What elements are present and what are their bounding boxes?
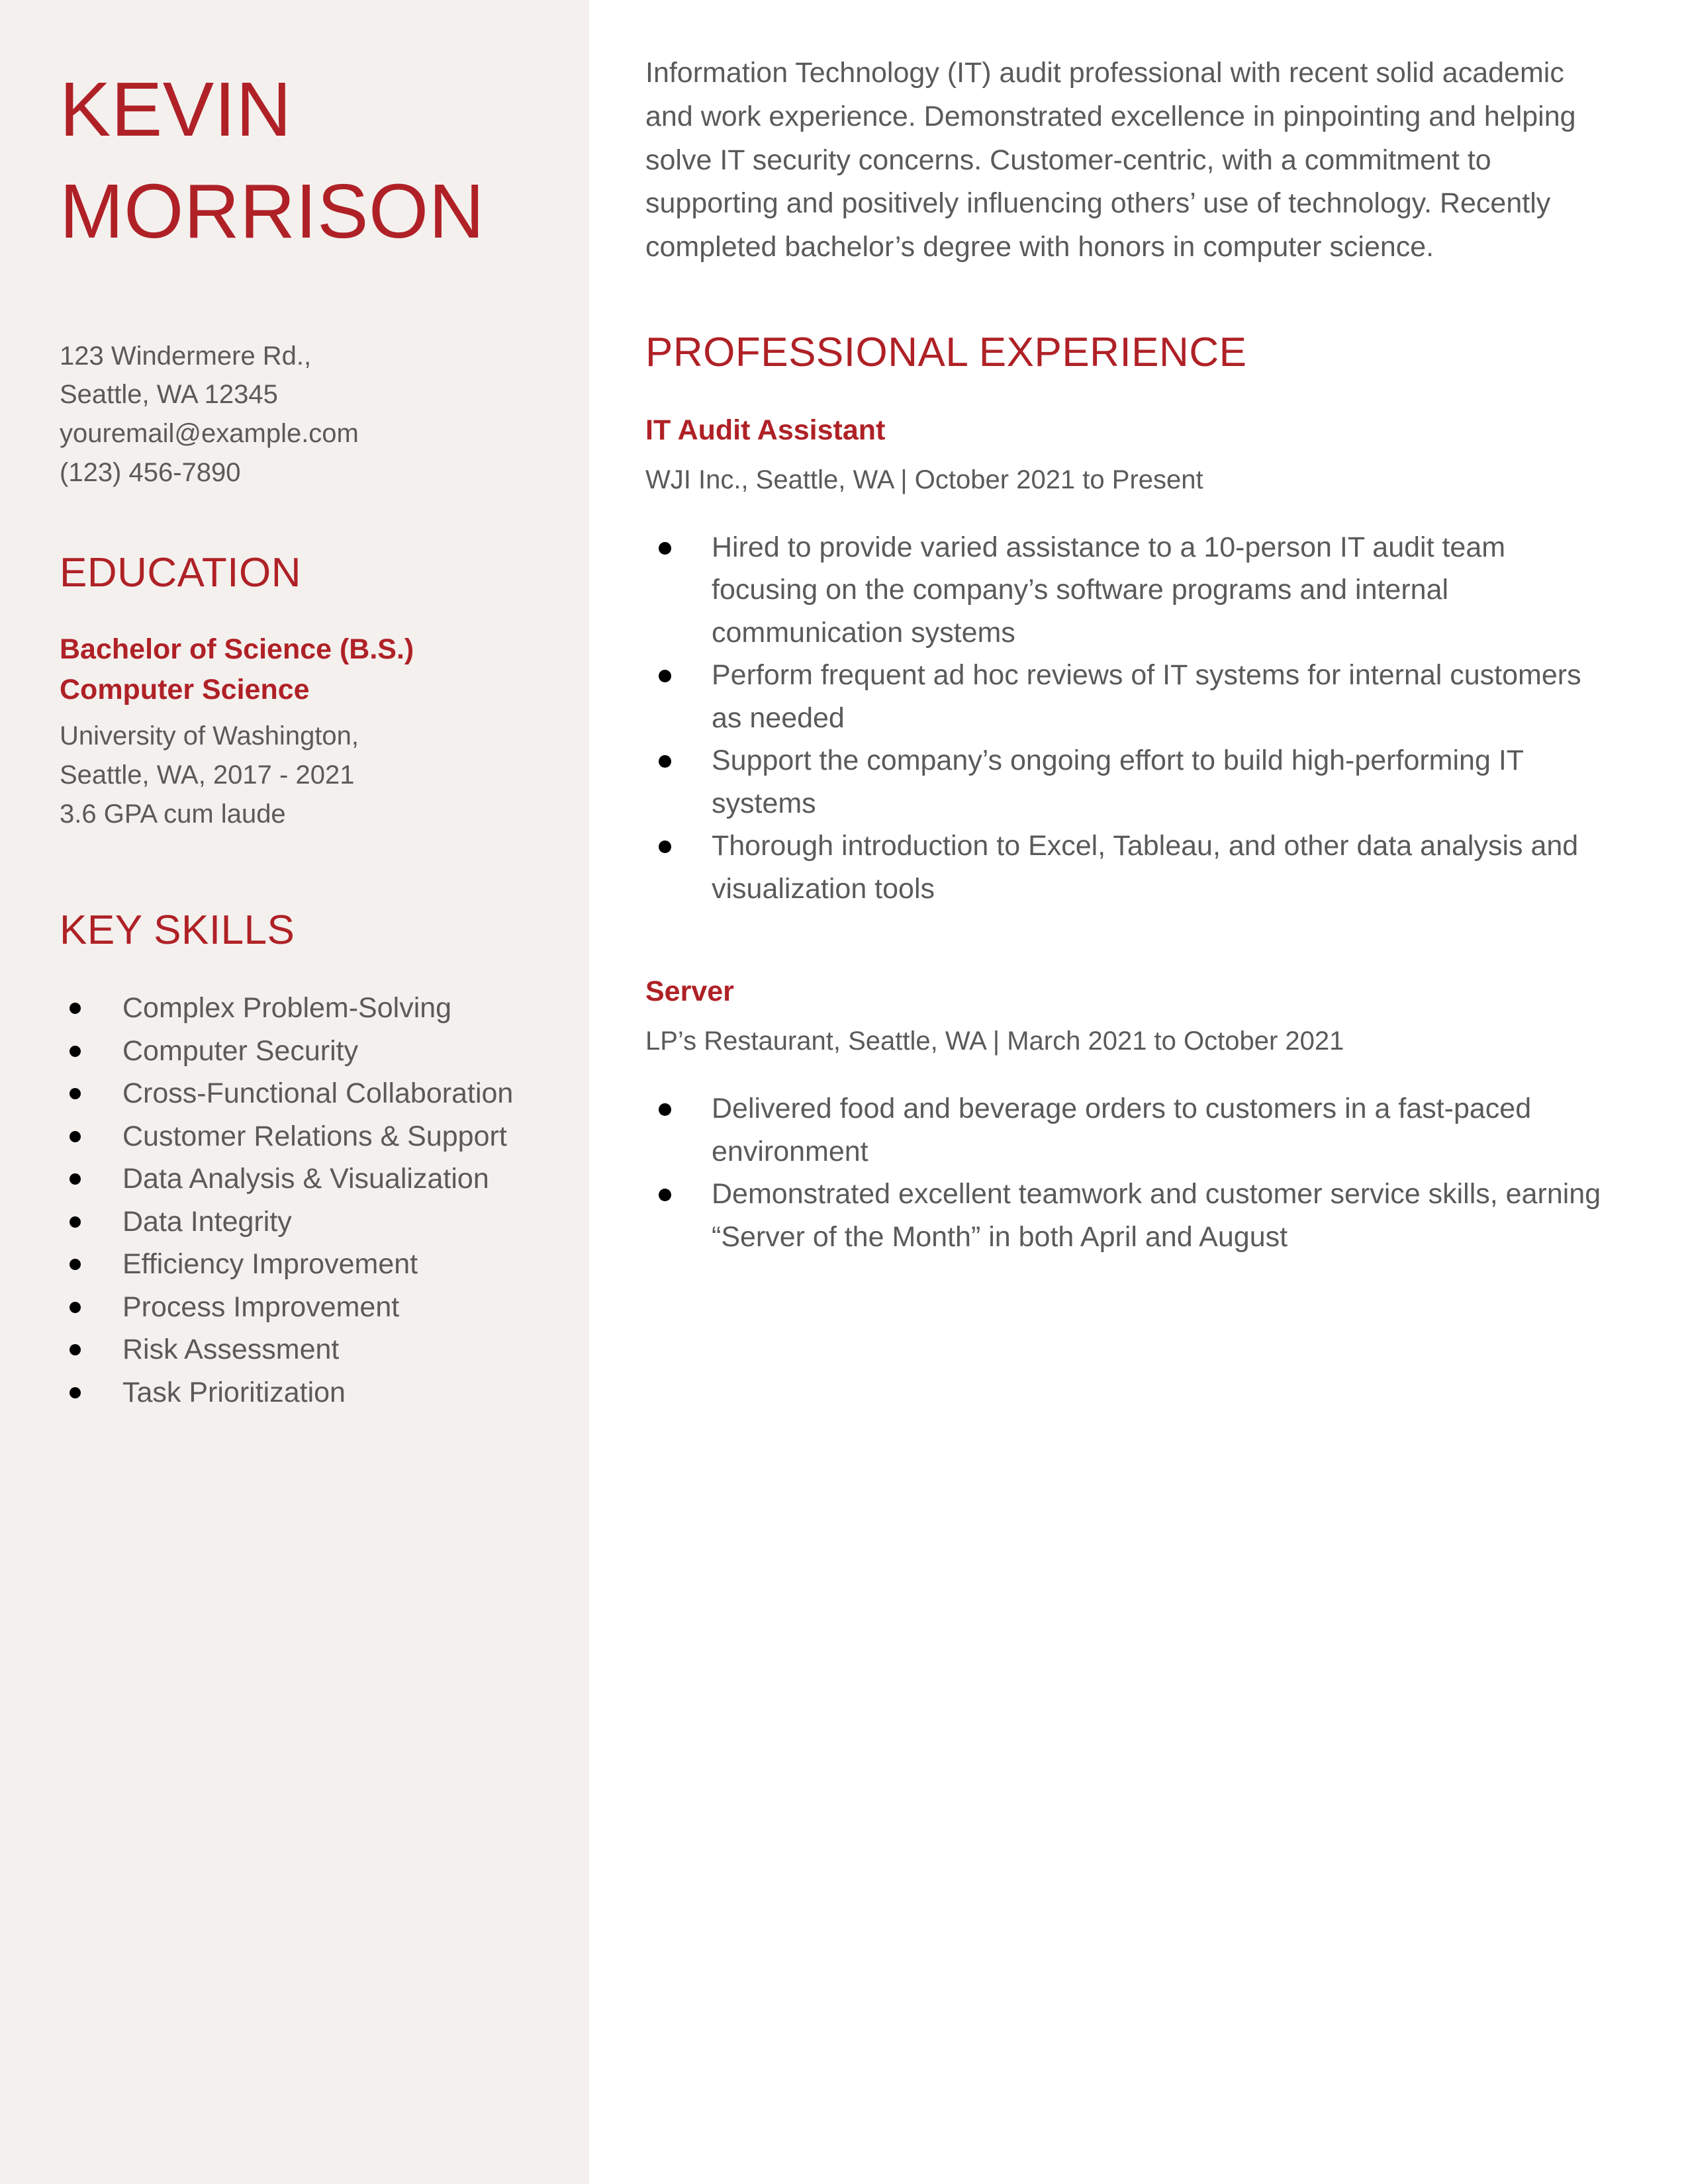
- list-item: Efficiency Improvement: [60, 1243, 549, 1286]
- list-item: Task Prioritization: [60, 1371, 549, 1414]
- list-item: Hired to provide varied assistance to a 10-person IT audit team focusing on the company’s software programs and internal communication systems: [645, 526, 1605, 655]
- list-item: Cross-Functional Collaboration: [60, 1072, 549, 1115]
- key-skills-heading: KEY SKILLS: [60, 907, 295, 953]
- list-item: Demonstrated excellent teamwork and customer service skills, earning “Server of the Month” in both April and August: [645, 1173, 1605, 1258]
- gpa-honors: 3.6 GPA cum laude: [60, 799, 286, 829]
- key-skills-list: [60, 987, 549, 1414]
- degree-title: [60, 629, 549, 710]
- list-item: Data Analysis & Visualization: [60, 1158, 549, 1201]
- job-company-dates: WJI Inc., Seattle, WA | October 2021 to Present: [645, 465, 1203, 494]
- contact-info: [60, 337, 549, 492]
- list-item: Risk Assessment: [60, 1328, 549, 1371]
- job-responsibilities-list: [645, 1087, 1605, 1258]
- email-address[interactable]: youremail@example.com: [60, 419, 359, 449]
- list-item: Data Integrity: [60, 1201, 549, 1244]
- address-line-1: 123 Windermere Rd.,: [60, 341, 312, 371]
- list-item: Computer Security: [60, 1030, 549, 1073]
- school-name: University of Washington,: [60, 721, 359, 751]
- job-title: IT Audit Assistant: [645, 414, 886, 447]
- sidebar: [0, 0, 589, 2184]
- professional-experience-heading: PROFESSIONAL EXPERIENCE: [645, 329, 1247, 375]
- job-entry: [645, 974, 1605, 1258]
- list-item: Customer Relations & Support: [60, 1115, 549, 1158]
- school-details: [60, 717, 549, 833]
- list-item: Thorough introduction to Excel, Tableau, and other data analysis and visualization tools: [645, 825, 1605, 910]
- list-item: Support the company’s ongoing effort to build high-performing IT systems: [645, 739, 1605, 825]
- education-heading: EDUCATION: [60, 549, 302, 596]
- address-line-2: Seattle, WA 12345: [60, 380, 278, 410]
- list-item: Process Improvement: [60, 1286, 549, 1329]
- degree-line-1: Bachelor of Science (B.S.): [60, 633, 414, 666]
- school-location-years: Seattle, WA, 2017 - 2021: [60, 760, 355, 790]
- phone-number[interactable]: (123) 456-7890: [60, 457, 241, 487]
- professional-summary: Information Technology (IT) audit professional with recent solid academic and work experience. Demonstrated excellence in pinpointing and helping solve IT security concerns. Customer-centric, with a commitment to supporting and positively influencing others’ use of technology. Recently completed bachelor’s degree with honors in computer science.: [645, 57, 1576, 263]
- list-item: Perform frequent ad hoc reviews of IT systems for internal customers as needed: [645, 654, 1605, 739]
- job-entry: [645, 412, 1605, 910]
- list-item: Complex Problem-Solving: [60, 987, 549, 1030]
- first-name: KEVIN: [60, 66, 292, 152]
- list-item: Delivered food and beverage orders to customers in a fast-paced environment: [645, 1087, 1605, 1173]
- main-content: [589, 0, 1688, 2184]
- job-title: Server: [645, 976, 734, 1008]
- degree-line-2: Computer Science: [60, 674, 310, 706]
- last-name: MORRISON: [60, 168, 485, 255]
- job-responsibilities-list: [645, 526, 1605, 911]
- job-company-dates: LP’s Restaurant, Seattle, WA | March 2021 to October 2021: [645, 1026, 1344, 1056]
- candidate-name: [60, 0, 549, 263]
